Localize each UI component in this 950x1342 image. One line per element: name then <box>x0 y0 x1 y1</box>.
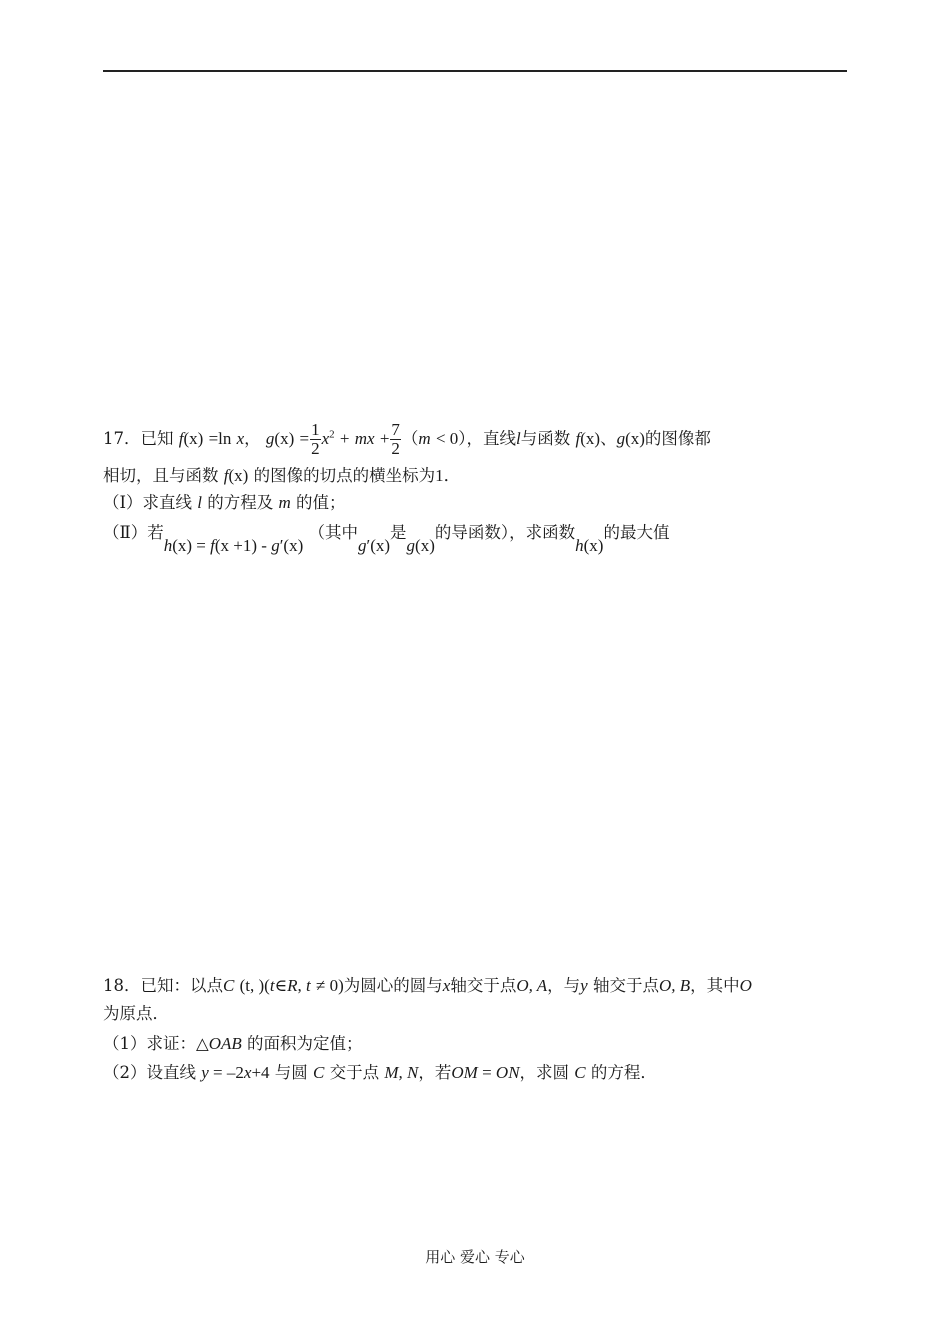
h-definition: h(x) = f(x +1) - g′(x) <box>163 536 304 555</box>
problem-17-part-1: （Ⅰ）求直线 l 的方程及 m 的值； <box>103 493 346 512</box>
problem-17-part-2: （Ⅱ）若h(x) = f(x +1) - g′(x) （其中g′(x)是g(x)的导函数），求函数h(x)的最大值 <box>103 523 670 555</box>
problem-18-part-1: （1）求证：△OAB 的面积为定值； <box>103 1034 363 1053</box>
problem-18-line-2: 为原点． <box>103 1004 169 1023</box>
problem-number: 17． <box>103 428 141 448</box>
fraction-one-half: $\frac{1}{2}$ <box>311 420 320 458</box>
problem-18-line-1: 18．已知：以点C (t, )(t∈R, t ≠ 0)为圆心的圆与x轴交于点O, A，与y 轴交于点O, B，其中O <box>103 976 752 995</box>
header-rule <box>103 70 847 72</box>
problem-18-part-2: （2）设直线 y = –2x+4 与圆 C 交于点 M, N，若OM = ON，求圆 C 的方程． <box>103 1063 657 1082</box>
problem-17-line-1: 17．已知 f(x) =ln x， g(x) = $\frac{1}{2}$ $x^2$ + mx + $\frac{7}{2}$ （m < 0），直线l与函数 f(x)、g(x)的图像都 <box>103 420 711 458</box>
page-footer: 用心 爱心 专心 <box>425 1248 525 1266</box>
fraction-seven-halves: $\frac{7}{2}$ <box>391 420 400 458</box>
problem-17-line-2: 相切，且与函数 f(x) 的图像的切点的横坐标为1． <box>103 466 461 485</box>
